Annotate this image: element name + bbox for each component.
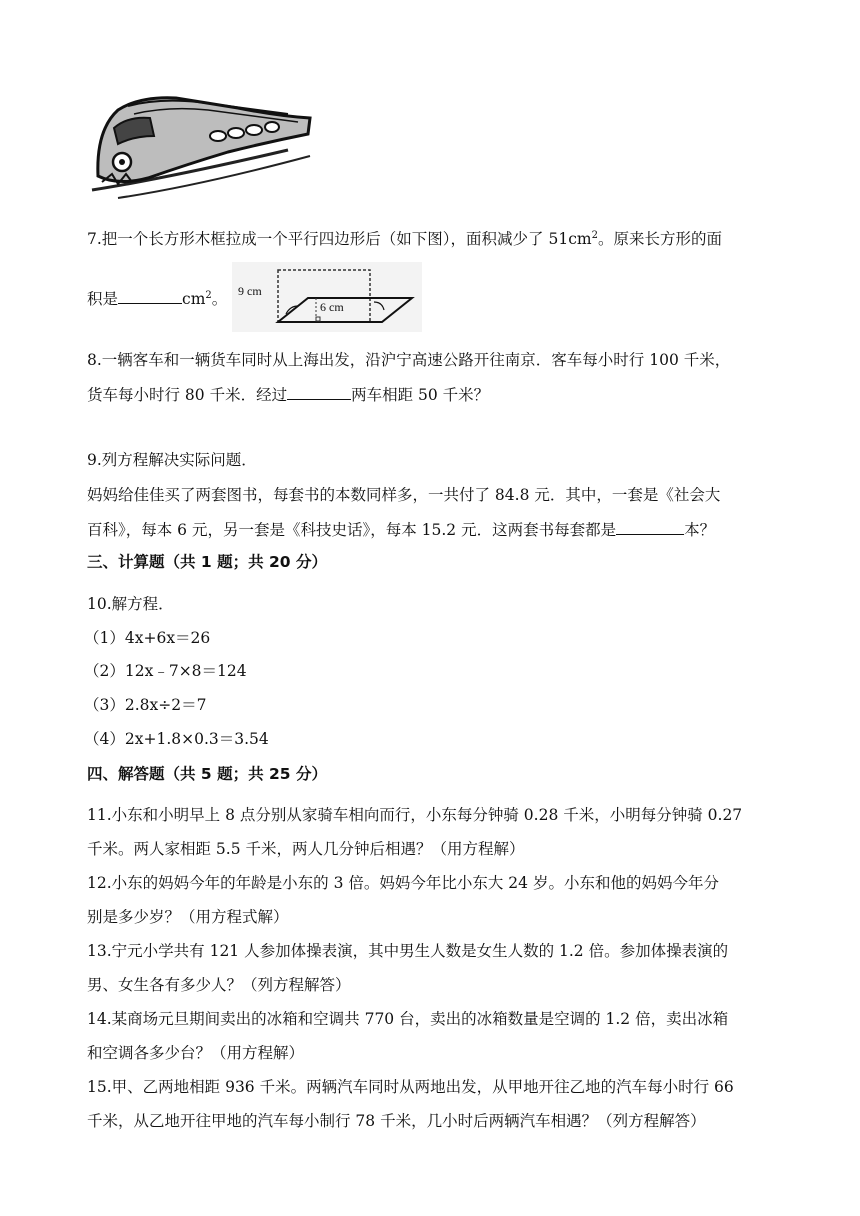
question-7-line-2: 积是 $cm^2$。 [87, 290, 228, 309]
question-9-line-3: 百科》，每本 6 元，另一套是《科技史话》，每本 15.2 元．这两套书每套都是 本？ [87, 521, 716, 539]
equation-3: （3）2.8x÷2＝7 [84, 696, 207, 714]
figure-label-side: 9 cm [238, 284, 262, 298]
question-14-line-1: 14.某商场元旦期间卖出的冰箱和空调共 770 台，卖出的冰箱数量是空调的 1.2 倍，卖出冰箱 [87, 1010, 729, 1028]
question-15-line-1: 15.甲、乙两地相距 936 千米。两辆汽车同时从两地出发，从甲地开往乙地的汽车每小时行 66 [87, 1078, 734, 1096]
answer-blank[interactable] [118, 288, 182, 304]
section-3-heading: 三、计算题（共 1 题；共 20 分） [87, 553, 327, 571]
section-4-heading: 四、解答题（共 5 题；共 25 分） [87, 765, 327, 783]
question-12-line-1: 12.小东的妈妈今年的年龄是小东的 3 倍。妈妈今年比小东大 24 岁。小东和他的妈妈今年分 [87, 874, 719, 892]
equation-2: （2）12x﹣7×8＝124 [84, 662, 247, 680]
question-11-line-1: 11.小东和小明早上 8 点分别从家骑车相向而行，小东每分钟骑 0.28 千米，小明每分钟骑 0.27 [87, 806, 743, 824]
question-8-line-2: 货车每小时行 80 千米．经过 两车相距 50 千米？ [87, 386, 490, 404]
answer-blank[interactable] [616, 519, 684, 535]
question-12-line-2: 别是多少岁？（用方程式解） [87, 908, 289, 926]
rectangle-parallelogram-figure [232, 262, 422, 332]
equation-1: （1）4x+6x＝26 [84, 629, 211, 647]
question-11-line-2: 千米。两人家相距 5.5 千米，两人几分钟后相遇？（用方程解） [87, 840, 525, 858]
question-13-line-2: 男、女生各有多少人？（列方程解答） [87, 976, 351, 994]
train-illustration [88, 90, 318, 202]
answer-blank[interactable] [287, 384, 351, 400]
question-15-line-2: 千米，从乙地开往甲地的汽车每小制行 78 千米，几小时后两辆汽车相遇？（列方程解答） [87, 1112, 706, 1130]
figure-label-base: 6 cm [320, 300, 344, 314]
question-9-title: 9.列方程解决实际问题． [87, 451, 257, 469]
question-8-line-1: 8.一辆客车和一辆货车同时从上海出发，沿沪宁高速公路开往南京．客车每小时行 100 千米， [87, 351, 731, 369]
question-9-line-2: 妈妈给佳佳买了两套图书，每套书的本数同样多，一共付了 84.8 元．其中，一套是《社会大 [87, 486, 721, 504]
question-13-line-1: 13.宁元小学共有 121 人参加体操表演，其中男生人数是女生人数的 1.2 倍。参加体操表演的 [87, 942, 729, 960]
equation-4: （4）2x+1.8×0.3＝3.54 [84, 730, 269, 748]
question-7-line-1: 7.把一个长方形木框拉成一个平行四边形后（如下图），面积减少了 $51cm^2$。原来长方形的面 [87, 230, 722, 249]
question-14-line-2: 和空调各多少台？（用方程解） [87, 1044, 305, 1062]
question-10-title: 10.解方程． [87, 595, 174, 613]
